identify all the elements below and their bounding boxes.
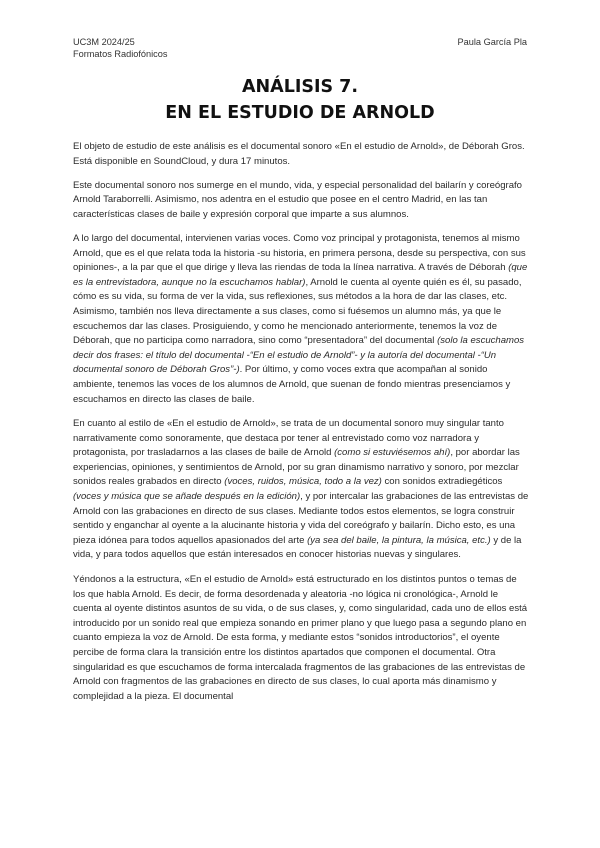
page-header-right bbox=[458, 36, 527, 48]
subject-label: Formatos Radiofónicos bbox=[73, 49, 168, 59]
title-line-1: ANÁLISIS 7. bbox=[241, 77, 359, 97]
title-line-2: EN EL ESTUDIO DE ARNOLD bbox=[165, 103, 435, 123]
paragraph-4-text-i: y de la vida, y para todos aquellos que están interesados en conocer historias nuevas y singulares. bbox=[73, 534, 522, 561]
paragraph-4-italic-f: (voces y música que se añade después en la edición) bbox=[73, 491, 301, 503]
paragraph-4 bbox=[73, 417, 529, 563]
paragraph-4-text-a: En cuanto al estilo de «En el estudio de Arnold», se trata de un documental sonoro muy singular tanto narrativamente como sonoramente, que destaca por tener al entrevistado como voz narradora y protagonista, por trasladarnos a las clases de baile de Arnold bbox=[73, 418, 504, 459]
paragraph-3 bbox=[73, 232, 529, 407]
paragraph-4-text-e: con sonidos extradiegéticos bbox=[381, 476, 503, 488]
paragraph-4-italic-b: (como si estuviésemos ahí) bbox=[334, 447, 451, 459]
document-title bbox=[0, 74, 600, 126]
paragraph-4-italic-h: (ya sea del baile, la pintura, la música, etc.) bbox=[307, 534, 491, 546]
page-header-left bbox=[73, 36, 167, 60]
paragraph-5: Yéndonos a la estructura, «En el estudio de Arnold» está estructurado en los distintos puntos o temas de los que habla Arnold. Es decir, de forma desordenada y aleatoria -no lógica ni cronológica-, Arnold le cuenta al oyente distintos asuntos de su vida, o de sus clases, y, como singularidad, cada uno de ellos está introducido por un sonido real que empieza sonando en primer plano y que luego pasa a segundo plano en cuanto empieza la voz de Arnold. De esta forma, y mediante estos “sonidos introductorios”, el oyente percibe de forma clara la transición entre los distintos apartados que componen el documental. Otra singularidad es que escuchamos de forma intercalada fragmentos de las grabaciones de las entrevistas de Arnold con fragmentos de las grabaciones en directo de sus clases, lo cual aporta más dinamismo y complejidad a la pieza. El documental bbox=[73, 574, 528, 702]
paragraph-2: Este documental sonoro nos sumerge en el mundo, vida, y especial personalidad del bailarín y coreógrafo Arnold Taraborrelli. Asimismo, nos adentra en el estudio que posee en el centro Madrid, en las tan características clases de baile y expresión corporal que imparte a sus alumnos. bbox=[73, 179, 522, 220]
paragraph-4-italic-d: (voces, ruidos, música, todo a la vez) bbox=[224, 476, 382, 488]
paragraph-3-text-e: . Por último, y como voces extra que acompañan al sonido ambiente, tenemos las voces de los alumnos de Arnold, que suenan de fondo mientras presenciamos y escuchamos en directo las clases de baile. bbox=[73, 364, 511, 405]
paragraph-1: El objeto de estudio de este análisis es el documental sonoro «En el estudio de Arnold», de Déborah Gros. Está disponible en SoundCloud, y dura 17 minutos. bbox=[73, 141, 525, 167]
paragraph-3-text-c: , Arnold le cuenta al oyente quién es él, su pasado, cómo es su vida, su forma de ver la vida, sus reflexiones, sus métodos a la hora de dar las clases, etc. Asimismo, también nos lleva directamente a sus clases, como si fuésemos un alumno más, ya que le escuchemos dar las clases. Prosiguiendo, y como he mencionado anteriormente, tenemos la voz de Déborah, que no participa como narradora, sino como “presentadora” del documental bbox=[73, 276, 522, 347]
paragraph-3-text-a: A lo largo del documental, intervienen varias voces. Como voz principal y protagonista, tenemos al mismo Arnold, que es el que relata toda la historia -su historia, en primera persona, desde su perspectiva, con sus opiniones-, a la par que el que dirige y lleva las riendas de toda la línea narrativa. A través de Déborah bbox=[73, 232, 526, 274]
document-body bbox=[73, 140, 529, 714]
course-label: UC3M 2024/25 bbox=[73, 37, 135, 47]
author-label: Paula García Pla bbox=[457, 37, 527, 47]
paragraph-3-italic-b: (que es la entrevistadora, aunque no la escuchamos hablar) bbox=[73, 262, 528, 288]
paragraph-3-italic-d: (solo la escuchamos decir dos frases: el título del documental -“En el estudio de Arnold”- y la autoría del documental -“Un documental sonoro de Déborah Gros”-) bbox=[73, 335, 525, 376]
paragraph-4-text-c: , por abordar las experiencias, opiniones, y sentimientos de Arnold, por su gran dinamismo narrativo y sonoro, por mezclar sonidos reales grabados en directo bbox=[73, 447, 520, 488]
paragraph-4-text-g: , y por intercalar las grabaciones de las entrevistas de Arnold con las grabaciones en directo de sus clases. Mediante todos estos elementos, se logra construir sentido y enganchar al oyente a la alucinante historia y vida del coreógrafo y bailarín. Dicho esto, es una pieza idónea para todos aquellos apasionados del arte bbox=[73, 491, 529, 546]
